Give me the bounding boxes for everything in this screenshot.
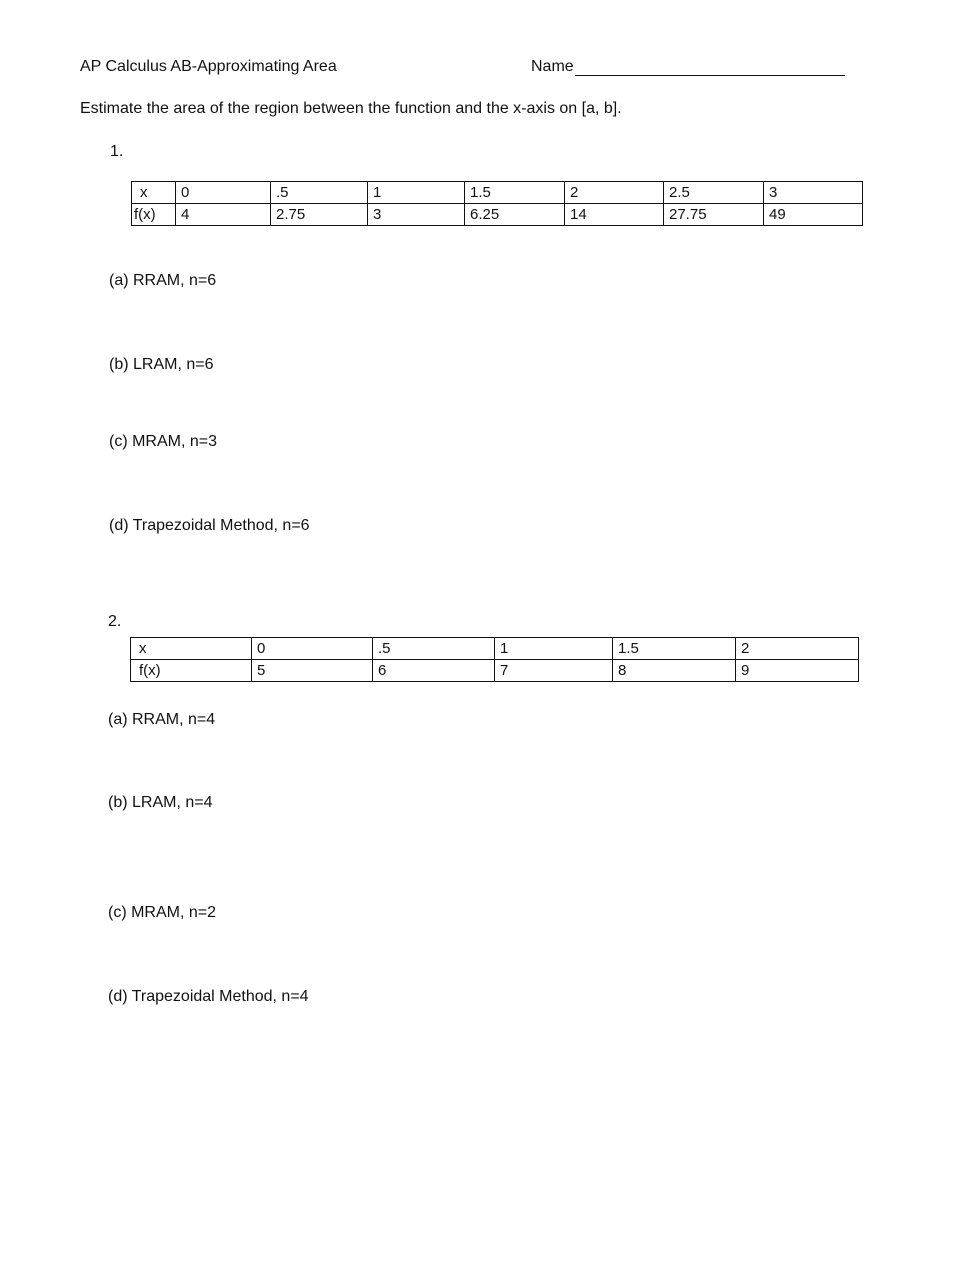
table-cell: 8 (613, 660, 736, 682)
table-cell: 1 (368, 182, 465, 204)
table-row (132, 204, 863, 226)
table-cell: 49 (764, 204, 863, 226)
table-cell: 2.5 (664, 182, 764, 204)
problem-1-number: 1. (110, 143, 124, 160)
table-cell: 27.75 (664, 204, 764, 226)
problem-1-part-d: (d) Trapezoidal Method, n=6 (109, 517, 310, 534)
problem-1-table (131, 181, 863, 226)
table-cell: 0 (176, 182, 271, 204)
name-field[interactable] (531, 58, 845, 76)
problem-1-part-a: (a) RRAM, n=6 (109, 272, 217, 289)
table-row (131, 660, 859, 682)
table-cell: 6.25 (465, 204, 565, 226)
table-cell: 3 (764, 182, 863, 204)
table-row (131, 638, 859, 660)
problem-2-number: 2. (108, 613, 122, 630)
problem-2-table (130, 637, 859, 682)
table-row (132, 182, 863, 204)
instructions: Estimate the area of the region between the function and the x-axis on [a, b]. (80, 100, 622, 117)
row-label-fx: f(x) (132, 204, 176, 226)
table-cell: 0 (252, 638, 373, 660)
table-cell: 2 (565, 182, 664, 204)
name-blank-line[interactable] (575, 61, 845, 76)
problem-2-part-b: (b) LRAM, n=4 (108, 794, 213, 811)
name-label: Name (531, 58, 574, 75)
table-cell: 2 (736, 638, 859, 660)
table-cell: 4 (176, 204, 271, 226)
table-cell: 9 (736, 660, 859, 682)
problem-2-part-c: (c) MRAM, n=2 (108, 904, 217, 921)
row-label-fx: f(x) (131, 660, 252, 682)
row-label-x: x (131, 638, 252, 660)
table-cell: 3 (368, 204, 465, 226)
table-cell: 5 (252, 660, 373, 682)
problem-2-part-d: (d) Trapezoidal Method, n=4 (108, 988, 309, 1005)
problem-1-part-c: (c) MRAM, n=3 (109, 433, 218, 450)
table-cell: .5 (373, 638, 495, 660)
problem-2-part-a: (a) RRAM, n=4 (108, 711, 216, 728)
table-cell: 14 (565, 204, 664, 226)
table-cell: 6 (373, 660, 495, 682)
table-cell: 1.5 (613, 638, 736, 660)
row-label-x: x (132, 182, 176, 204)
table-cell: 7 (495, 660, 613, 682)
table-cell: 1.5 (465, 182, 565, 204)
table-cell: 1 (495, 638, 613, 660)
table-cell: .5 (271, 182, 368, 204)
worksheet-title: AP Calculus AB-Approximating Area (80, 58, 337, 75)
table-cell: 2.75 (271, 204, 368, 226)
problem-1-part-b: (b) LRAM, n=6 (109, 356, 214, 373)
